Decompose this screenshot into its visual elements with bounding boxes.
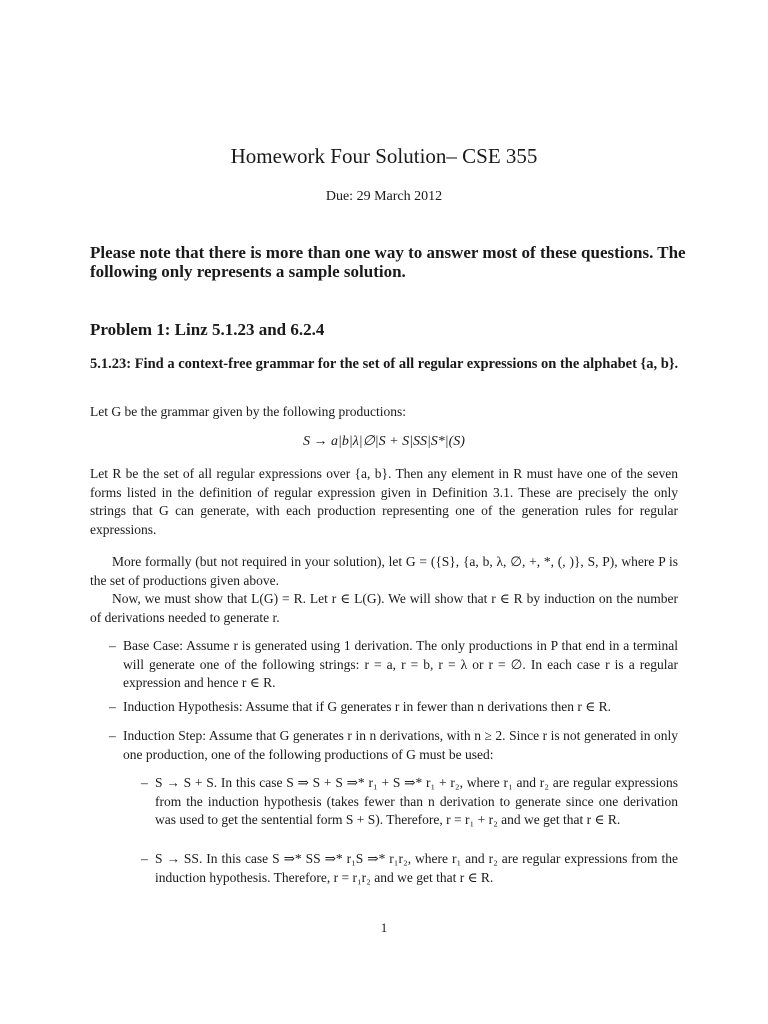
list-item xyxy=(109,698,678,717)
list-marker: – xyxy=(141,775,148,790)
list-marker: – xyxy=(109,699,116,714)
induction-step-text: Induction Step: Assume that G generates r in n derivations, with n ≥ 2. Since r is not generated in only one production, one of the following productions of G must be used: xyxy=(123,728,678,762)
intro-paragraph: Let G be the grammar given by the following productions: xyxy=(90,404,407,419)
grammar-production: S → a|b|λ|∅|S + S|SS|S*|(S) xyxy=(303,434,465,449)
document-title: Homework Four Solution– CSE 355 xyxy=(230,144,538,168)
list-marker: – xyxy=(109,728,116,743)
list-marker: – xyxy=(141,851,148,866)
sub-list-item xyxy=(141,774,678,830)
union-case-text: S → S + S. In this case S ⇒ S + S ⇒* r₁ + S ⇒* r₁ + r₂, where r₁ and r₂ are regular expressions from the induction hypothesis (takes fewer than n derivation to generate since one derivation was used to get the sentential form S + S). Therefore, r = r₁ + r₂ and we get that r ∈ R. xyxy=(155,775,678,827)
concatenation-case-text: S → SS. In this case S ⇒* SS ⇒* r₁S ⇒* r₁r₂, where r₁ and r₂ are regular expressions from the induction hypothesis. Therefore, r = r₁r₂ and we get that r ∈ R. xyxy=(155,851,678,885)
sample-solution-note: Please note that there is more than one way to answer most of these questions. The following only represents a sample solution. xyxy=(90,243,686,281)
base-case-text: Base Case: Assume r is generated using 1 derivation. The only productions in P that end in a terminal will generate one of the following strings: r = a, r = b, r = λ or r = ∅. In each case r is a regular expression and hence r ∈ R. xyxy=(123,638,678,690)
formal-paragraph: More formally (but not required in your solution), let G = ({S}, {a, b, λ, ∅, +, *, (, )}, S, P), where P is the set of productions given above. xyxy=(90,554,678,588)
due-date: Due: 29 March 2012 xyxy=(325,189,443,204)
induction-hypothesis-text: Induction Hypothesis: Assume that if G generates r in fewer than n derivations then r ∈ R. xyxy=(123,699,612,714)
proof-paragraph: Now, we must show that L(G) = R. Let r ∈ L(G). We will show that r ∈ R by induction on the number of derivations needed to generate r. xyxy=(90,591,678,625)
problem-subheading: 5.1.23: Find a context-free grammar for the set of all regular expressions on the alphabet {a, b}. xyxy=(90,356,679,372)
list-item xyxy=(109,727,678,764)
page-number: 1 xyxy=(380,920,388,935)
definition-paragraph: Let R be the set of all regular expressions over {a, b}. Then any element in R must have one of the seven forms listed in the definition of regular expression given in Definition 3.1. These are precisely the only strings that G can generate, with each production representing one of the generation rules for regular expressions. xyxy=(90,466,678,537)
sub-list-item xyxy=(141,850,678,887)
problem-heading: Problem 1: Linz 5.1.23 and 6.2.4 xyxy=(90,320,325,339)
list-marker: – xyxy=(109,638,116,653)
list-item xyxy=(109,637,678,693)
